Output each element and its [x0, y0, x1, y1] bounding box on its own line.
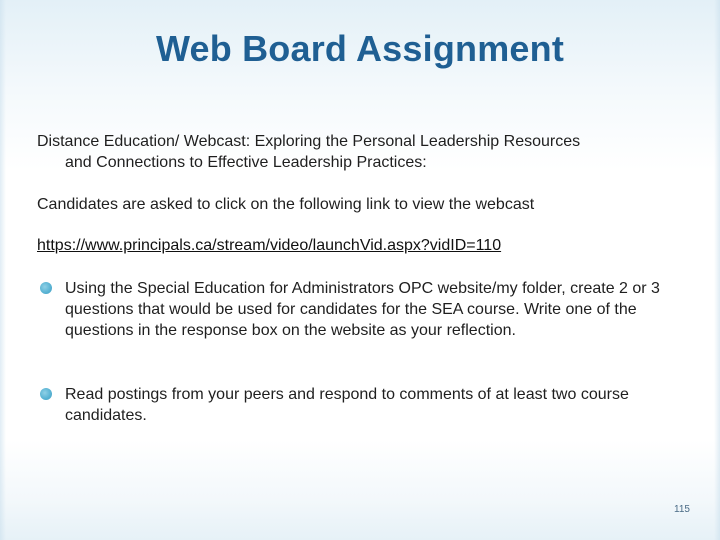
slide-title: Web Board Assignment [155, 28, 565, 69]
intro-line-1: Distance Education/ Webcast: Exploring the Personal Leadership Resources [37, 133, 581, 150]
page-number: 115 [674, 504, 690, 515]
intro-line-2: and Connections to Effective Leadership Practices: [65, 154, 427, 171]
bullet-dot-icon [40, 388, 52, 400]
webcast-link[interactable]: https://www.principals.ca/stream/video/launchVid.aspx?vidID=110 [37, 237, 502, 254]
instruction-text: Candidates are asked to click on the following link to view the webcast [37, 196, 535, 213]
bullet-dot-icon [40, 282, 52, 294]
bullet-text: Using the Special Education for Administrators OPC website/my folder, create 2 or 3 questions that would be used for candidates for the SEA course. Write one of the questions in the response box on the website as your reflection. [65, 280, 660, 339]
slide-left-edge [0, 0, 6, 540]
bullet-text: Read postings from your peers and respond to comments of at least two course candidates. [65, 386, 629, 424]
slide-right-edge [714, 0, 720, 540]
intro-paragraph [37, 131, 677, 173]
